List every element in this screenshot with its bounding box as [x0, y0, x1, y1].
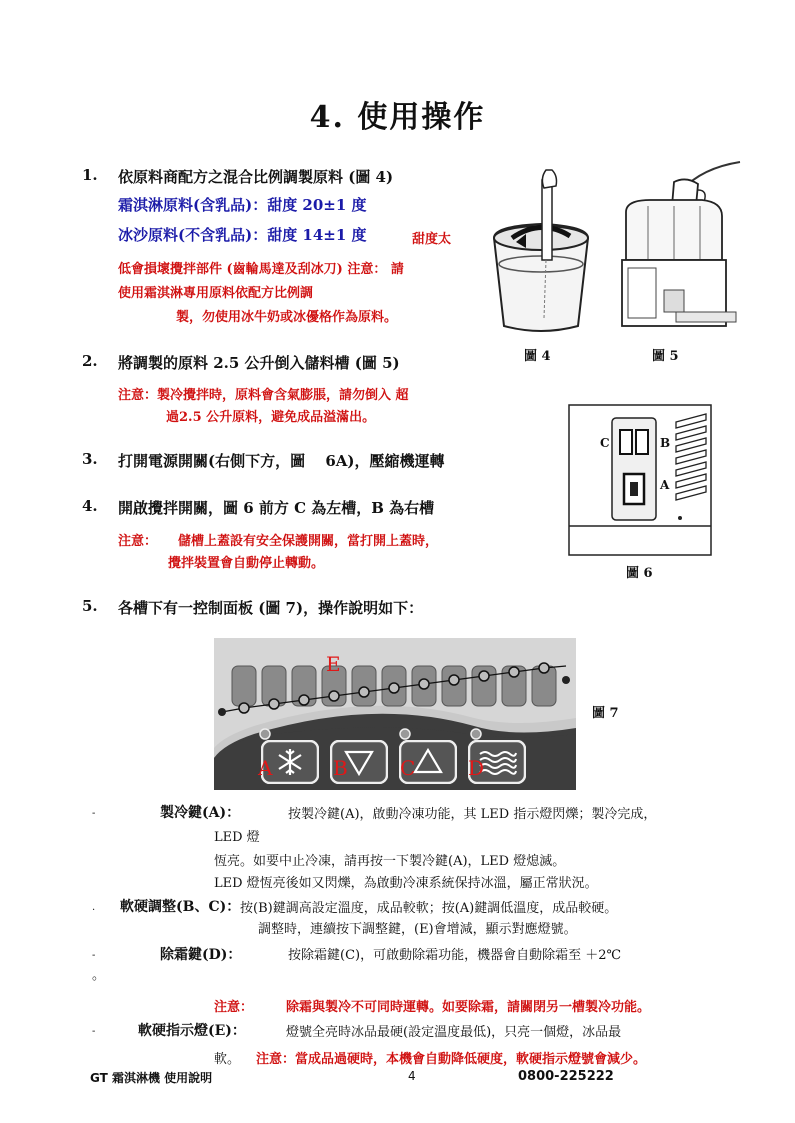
step-4-text: 開啟攪拌開關，圖 6 前方 C 為左槽，B 為右槽: [118, 499, 435, 517]
step-4-note-line: 攪拌裝置會自動停止轉動。: [168, 556, 325, 571]
figure-6-label-c: C: [600, 436, 610, 450]
figure-7-label-c: C: [400, 756, 416, 780]
defrost-note-label: 注意：: [214, 1000, 254, 1015]
step-2-note-line: 過2.5 公升原料，避免成品溢滿出。: [166, 410, 376, 425]
adjust-key-desc: 按(B)鍵調高設定溫度，成品較軟；按(A)鍵調低溫度，成品較硬。: [240, 901, 618, 916]
footer-title: GT 霜淇淋機 使用說明: [90, 1071, 213, 1085]
step-2-note-line: 注意：製冷攪拌時，原料會含氣膨脹，請勿倒入 超: [118, 388, 409, 403]
slush-spec: 冰沙原料(不含乳品)：甜度 14±1 度: [118, 226, 367, 244]
bullet-marker: -: [92, 950, 96, 961]
freeze-key-desc: LED 燈: [214, 830, 260, 845]
page-title: 4. 使用操作: [309, 100, 486, 135]
freeze-key-desc: 按製冷鍵(A)，啟動冷凍功能，其 LED 指示燈閃爍；製冷完成，: [288, 807, 657, 822]
indicator-label: 軟硬指示燈(E)：: [138, 1023, 246, 1039]
adjust-key-desc: 調整時，連續按下調整鍵，(E)會增減，顯示對應燈號。: [258, 922, 577, 937]
figure-7-label-a: A: [258, 756, 273, 780]
freeze-key-label: 製冷鍵(A)：: [160, 805, 241, 821]
footer-phone: 0800-225222: [518, 1069, 614, 1084]
step-3-text: 打開電源開關(右側下方，圖 6A)，壓縮機運轉: [118, 452, 445, 470]
figure-6-label-b: B: [660, 436, 671, 450]
step-5-number: 5.: [82, 597, 98, 615]
adjust-key-label: 軟硬調整(B、C)：: [120, 899, 241, 915]
figure-7-caption: 圖 7: [592, 706, 619, 721]
figure-6-label-a: A: [660, 478, 670, 492]
step-2-number: 2.: [82, 352, 98, 370]
step-2-text: 將調製的原料 2.5 公升倒入儲料槽 (圖 5): [118, 354, 400, 372]
figure-6-switch-panel-image: [568, 404, 712, 556]
step-1-number: 1.: [82, 166, 98, 184]
figure-6-caption: 圖 6: [626, 566, 653, 581]
step-3-number: 3.: [82, 450, 98, 468]
figure-7-label-b: B: [333, 756, 348, 780]
freeze-key-desc: 恆亮。如要中止冷凍，請再按一下製冷鍵(A)，LED 燈熄滅。: [214, 854, 566, 869]
defrost-key-desc-tail: 。: [92, 968, 106, 983]
step-5-text: 各槽下有一控制面板 (圖 7)，操作說明如下：: [118, 599, 424, 617]
figure-4-caption: 圖 4: [524, 349, 551, 364]
defrost-key-label: 除霜鍵(D)：: [160, 947, 242, 963]
defrost-note: 除霜與製冷不可同時運轉。如要除霜，請關閉另一槽製冷功能。: [286, 1000, 651, 1015]
indicator-desc: 燈號全亮時冰品最硬(設定溫度最低)，只亮一個燈，冰品最: [286, 1025, 622, 1040]
figure-5-caption: 圖 5: [652, 349, 679, 364]
figure-7-label-d: D: [468, 756, 485, 780]
step-4-note-label: 注意：: [118, 534, 158, 549]
step-4-note-line: 儲槽上蓋設有安全保護開關，當打開上蓋時，: [178, 534, 439, 549]
figure-4-bucket-image: [486, 168, 596, 338]
defrost-key-desc: 按除霜鍵(C)，可啟動除霜功能，機器會自動除霜至 ＋2℃: [288, 948, 622, 963]
step-4-number: 4.: [82, 497, 98, 515]
figure-7-label-e: E: [326, 652, 341, 676]
step-1-note-line: 使用霜淇淋專用原料依配方比例調: [118, 286, 314, 301]
step-1-note-line: 低會損壞攪拌部件 (齒輪馬達及刮冰刀) 注意： 請: [118, 262, 404, 277]
indicator-note: 注意：當成品過硬時，本機會自動降低硬度，軟硬指示燈號會減少。: [256, 1052, 647, 1067]
freeze-key-desc: LED 燈恆亮後如又閃爍，為啟動冷凍系統保持冰溫，屬正常狀況。: [214, 876, 598, 891]
bullet-marker: .: [92, 902, 96, 913]
step-1-text: 依原料商配方之混合比例調製原料 (圖 4): [118, 168, 394, 186]
indicator-desc: 軟。: [214, 1052, 241, 1067]
bullet-marker: -: [92, 1026, 96, 1037]
footer-page-number: 4: [408, 1069, 416, 1083]
bullet-marker: -: [92, 808, 96, 819]
step-1-note-tail: 甜度太: [412, 232, 452, 247]
figure-5-machine-image: [614, 160, 744, 335]
step-1-note-line: 製，勿使用冰牛奶或冰優格作為原料。: [176, 310, 398, 325]
ice-cream-spec: 霜淇淋原料(含乳品)：甜度 20±1 度: [118, 196, 367, 214]
